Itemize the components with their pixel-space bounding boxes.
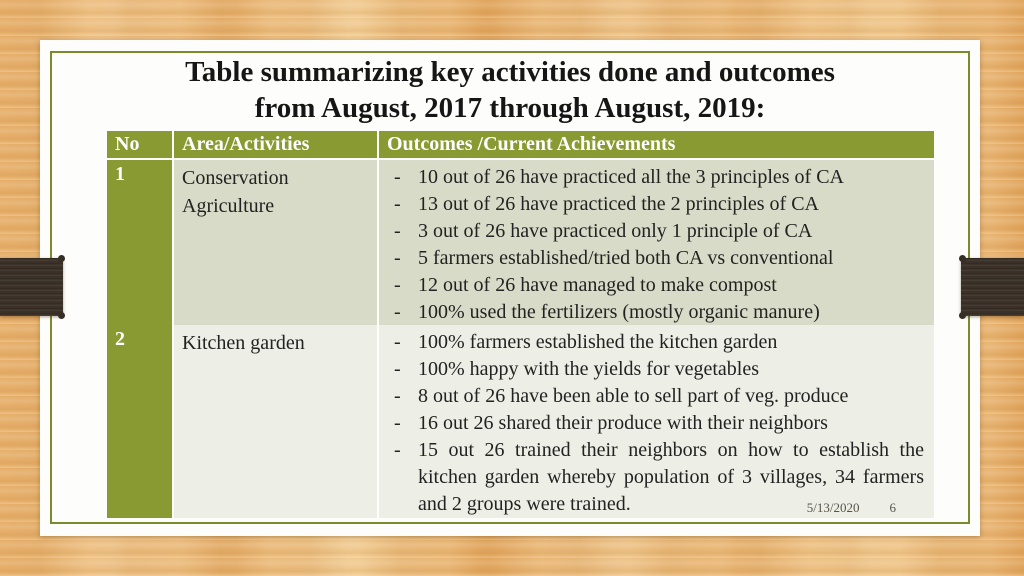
outcome-text: 100% happy with the yields for vegetables: [418, 358, 760, 380]
bullet-dash: -: [394, 385, 401, 407]
activities-outcomes-table: [107, 131, 934, 515]
slide-page-number: 6: [889, 500, 896, 515]
slide-title: [60, 54, 960, 126]
outcome-item: [391, 218, 928, 245]
row-number-cell: 2: [107, 325, 172, 518]
outcome-item: [391, 191, 928, 218]
column-header-outcomes: Outcomes /Current Achievements: [379, 131, 934, 158]
bullet-dash: -: [394, 247, 401, 269]
outcome-text: 8 out of 26 have been able to sell part of veg. produce: [418, 385, 849, 407]
outcome-item: [391, 329, 928, 356]
bullet-dash: -: [394, 331, 401, 353]
outcome-text: 100% used the fertilizers (mostly organic manure): [418, 301, 820, 323]
slide-footer: [807, 500, 896, 516]
slide-date: 5/13/2020: [806, 500, 860, 515]
outcomes-cell: [379, 325, 934, 518]
outcome-item: [391, 356, 928, 383]
ribbon-left-decoration: [0, 258, 63, 316]
bullet-dash: -: [394, 439, 401, 461]
outcome-text: 5 farmers established/tried both CA vs conventional: [418, 247, 834, 269]
outcome-text: 3 out of 26 have practiced only 1 principle of CA: [418, 220, 813, 242]
outcome-item: [391, 410, 928, 437]
bullet-dash: -: [394, 220, 401, 242]
area-cell: Kitchen garden: [174, 325, 377, 518]
outcome-item: [391, 272, 928, 299]
column-header-no: No: [107, 131, 172, 158]
slide-title-line-2: from August, 2017 through August, 2019:: [254, 92, 766, 124]
bullet-dash: -: [394, 412, 401, 434]
outcome-item: [391, 164, 928, 191]
outcome-item: [391, 299, 928, 326]
row-number-cell: 1: [107, 160, 172, 326]
outcome-text: 15 out 26 trained their neighbors on how to establish the kitchen garden whereby population of 3 villages, 34 farmers and 2 groups were trained.: [418, 439, 924, 515]
outcomes-cell: [379, 160, 934, 326]
outcome-text: 10 out of 26 have practiced all the 3 principles of CA: [418, 166, 844, 188]
bullet-dash: -: [394, 193, 401, 215]
ribbon-right-decoration: [961, 258, 1024, 316]
outcome-text: 13 out of 26 have practiced the 2 principles of CA: [418, 193, 819, 215]
bullet-dash: -: [394, 301, 401, 323]
column-header-area: Area/Activities: [174, 131, 377, 158]
bullet-dash: -: [394, 166, 401, 188]
presentation-slide: [40, 40, 980, 536]
bullet-dash: -: [394, 358, 401, 380]
table-row: [107, 325, 934, 515]
outcome-item: [391, 245, 928, 272]
bullet-dash: -: [394, 274, 401, 296]
outcome-item: [391, 383, 928, 410]
outcome-text: 100% farmers established the kitchen garden: [418, 331, 778, 353]
slide-title-line-1: Table summarizing key activities done and outcomes: [185, 56, 835, 88]
outcome-text: 16 out 26 shared their produce with their neighbors: [418, 412, 828, 434]
outcome-text: 12 out of 26 have managed to make compost: [418, 274, 777, 296]
table-header-row: [107, 131, 934, 158]
table-row: [107, 160, 934, 323]
area-cell: Conservation Agriculture: [174, 160, 377, 326]
